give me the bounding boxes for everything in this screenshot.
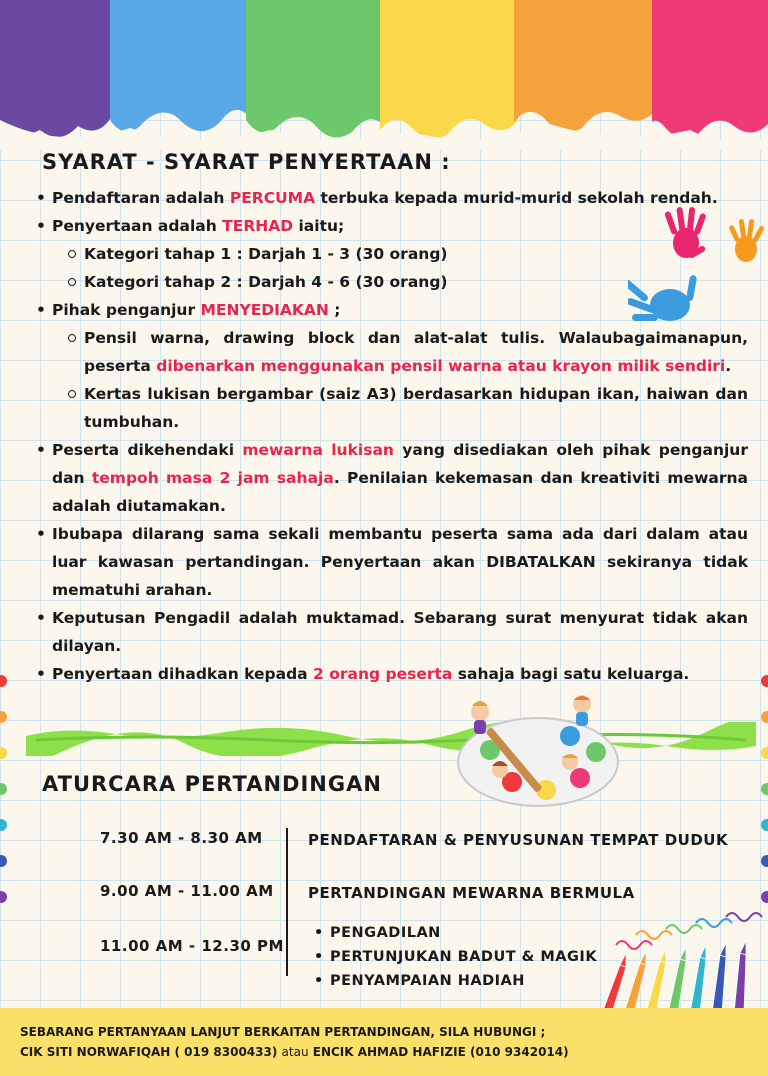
schedule-activity: PENDAFTARAN & PENYUSUNAN TEMPAT DUDUK	[308, 831, 729, 849]
orange-hand-icon	[728, 219, 764, 262]
rule-item: • Penyertaan adalah TERHAD iaitu; Kategori tahap 1 : Darjah 1 - 3 (30 orang) Kategori tahap 2 : Darjah 4 - 6 (30 orang)	[32, 212, 748, 296]
hand-prints-decoration	[628, 205, 768, 335]
schedule-time: 7.30 AM - 8.30 AM	[100, 829, 263, 847]
decorative-dots-right	[761, 675, 768, 927]
paint-stripes-header	[0, 0, 768, 150]
decorative-dots-left	[0, 675, 7, 927]
section-title-schedule: ATURCARA PERTANDINGAN	[42, 772, 382, 796]
sub-rule-item: Kategori tahap 1 : Darjah 1 - 3 (30 orang)	[52, 240, 748, 268]
sub-rule-item: Kertas lukisan bergambar (saiz A3) berdasarkan hidupan ikan, haiwan dan tumbuhan.	[52, 380, 748, 436]
contact-line: CIK SITI NORWAFIQAH ( 019 8300433) atau ENCIK AHMAD HAFIZIE (010 9342014)	[20, 1045, 569, 1059]
rule-item: • Pendaftaran adalah PERCUMA terbuka kepada murid-murid sekolah rendah.	[32, 184, 748, 212]
schedule-activity-list	[314, 921, 597, 993]
blue-hand-icon	[628, 275, 697, 321]
rule-item: • Peserta dikehendaki mewarna lukisan yang disediakan oleh pihak penganjur dan tempoh masa 2 jam sahaja. Penilaian kekemasan dan kreativiti mewarna adalah diutamakan.	[32, 436, 748, 520]
colored-pencils-illustration	[596, 905, 768, 1013]
schedule-time: 11.00 AM - 12.30 PM	[100, 937, 284, 955]
rule-item: • Keputusan Pengadil adalah muktamad. Sebarang surat menyurat tidak akan dilayan.	[32, 604, 748, 660]
contact-footer	[0, 1008, 768, 1076]
pink-hand-icon	[664, 207, 707, 259]
rule-item: • Penyertaan dihadkan kepada 2 orang peserta sahaja bagi satu keluarga.	[32, 660, 748, 688]
section-title-requirements: SYARAT - SYARAT PENYERTAAN :	[42, 150, 451, 174]
schedule-activity: PERTANDINGAN MEWARNA BERMULA	[308, 884, 635, 902]
sub-rule-item: Pensil warna, drawing block dan alat-alat tulis. Walaubagaimanapun, peserta dibenarkan menggunakan pensil warna atau krayon milik sendiri.	[52, 324, 748, 380]
schedule-activity-item: • PERTUNJUKAN BADUT & MAGIK	[314, 945, 597, 969]
paint-palette-kids-illustration	[450, 690, 620, 810]
green-brush-stroke	[26, 722, 756, 756]
rule-item: • Pihak penganjur MENYEDIAKAN ; Pensil warna, drawing block dan alat-alat tulis. Walaubagaimanapun, peserta dibenarkan menggunakan pensil warna atau krayon milik sendiri. Kertas lukisan bergambar (saiz A3) berdasarkan hidupan ikan, haiwan dan tumbuhan.	[32, 296, 748, 436]
schedule-activity-item: • PENGADILAN	[314, 921, 597, 945]
schedule-activity-item: • PENYAMPAIAN HADIAH	[314, 969, 597, 993]
sub-rule-item: Kategori tahap 2 : Darjah 4 - 6 (30 orang)	[52, 268, 748, 296]
rule-item: • Ibubapa dilarang sama sekali membantu peserta sama ada dari dalam atau luar kawasan pertandingan. Penyertaan akan DIBATALKAN sekiranya tidak mematuhi arahan.	[32, 520, 748, 604]
schedule-divider	[286, 828, 288, 976]
contact-line: SEBARANG PERTANYAAN LANJUT BERKAITAN PERTANDINGAN, SILA HUBUNGI ;	[20, 1025, 546, 1039]
schedule-time: 9.00 AM - 11.00 AM	[100, 882, 274, 900]
